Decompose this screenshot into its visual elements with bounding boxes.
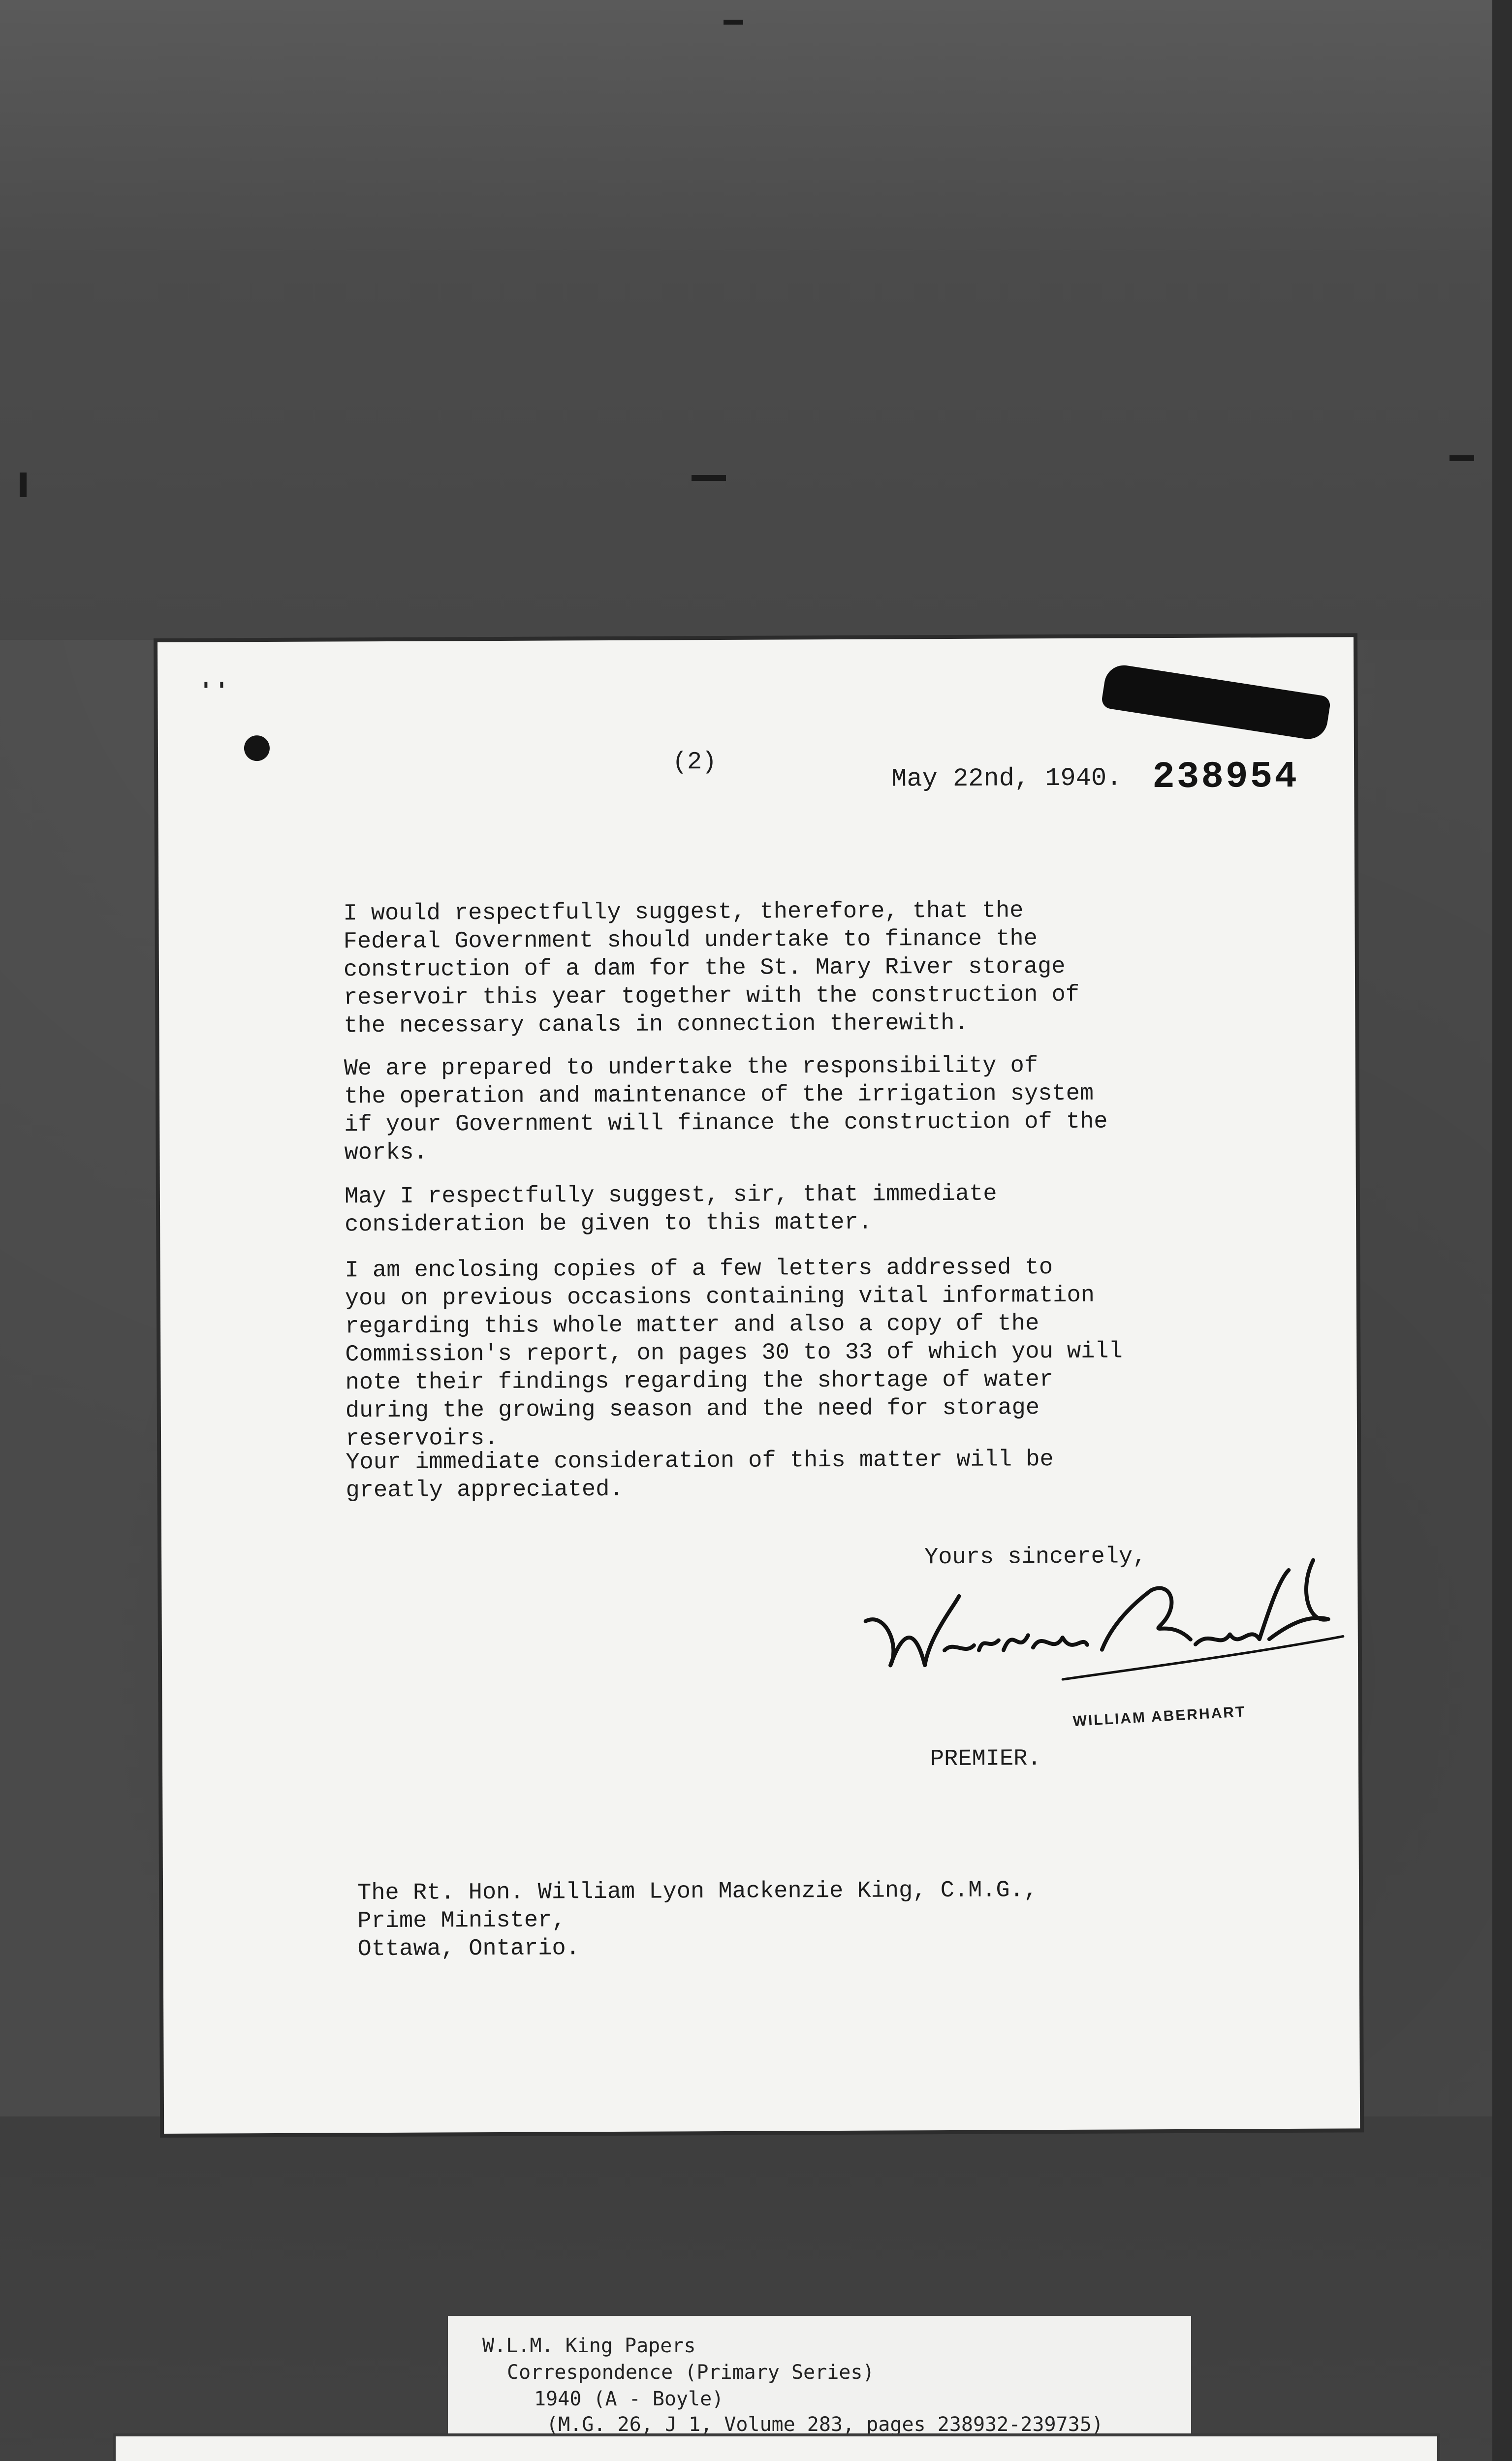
letter-closing: Yours sincerely, [924, 1544, 1147, 1571]
page-tick-marks [204, 681, 263, 692]
letter-paragraph: Your immediate consideration of this matter will be greatly appreciated. [346, 1447, 1054, 1504]
page-number: (2) [672, 748, 717, 777]
handwritten-signature [855, 1550, 1348, 1700]
address-line: Ottawa, Ontario. [357, 1935, 580, 1963]
address-line: Prime Minister, [357, 1907, 566, 1935]
microfilm-background-top [0, 0, 1512, 640]
letter-paragraph: I am enclosing copies of a few letters addressed to you on previous occasions containing vital information regarding this whole matter and also a copy of the Commission's report, on pages 30 to 33 of which you will note their findings regarding the shortage of water during the growing season and the need for storage reservoirs. [345, 1255, 1123, 1452]
letter-paragraph: I would respectfully suggest, therefore, that the Federal Government should undertake to finance the construction of a dam for the St. Mary River storage reservoir this year together with the construction of the necessary canals in connection therewith. [343, 898, 1080, 1040]
document-number-stamp: 238954 [1152, 755, 1299, 799]
letter-paragraph: May I respectfully suggest, sir, that immediate consideration be given to this matter. [344, 1181, 997, 1238]
public-archives-banner [116, 2436, 1437, 2461]
film-mark [724, 20, 743, 25]
signer-title: PREMIER. [930, 1746, 1041, 1773]
film-edge [1492, 0, 1512, 2461]
recipient-address [357, 1876, 1038, 1963]
signature-printed-name: WILLIAM ABERHART [1072, 1704, 1247, 1730]
catalog-line: 1940 (A - Boyle) [534, 2388, 724, 2410]
film-mark [1449, 455, 1474, 461]
film-mark [20, 473, 27, 497]
redaction-mark [1101, 663, 1331, 742]
letter-page [158, 637, 1360, 2134]
catalog-line: (M.G. 26, J 1, Volume 283, pages 238932-239735) [546, 2413, 1103, 2436]
letter-paragraph: We are prepared to undertake the responsibility of the operation and maintenance of the irrigation system if your Government will finance the construction of the works. [344, 1053, 1108, 1167]
letter-date: May 22nd, 1940. [891, 763, 1122, 794]
catalog-line: Correspondence (Primary Series) [507, 2361, 875, 2384]
address-line: The Rt. Hon. William Lyon Mackenzie King, C.M.G., [357, 1877, 1038, 1907]
film-mark [692, 475, 726, 481]
punch-hole [244, 735, 270, 761]
catalog-line: W.L.M. King Papers [482, 2335, 696, 2357]
